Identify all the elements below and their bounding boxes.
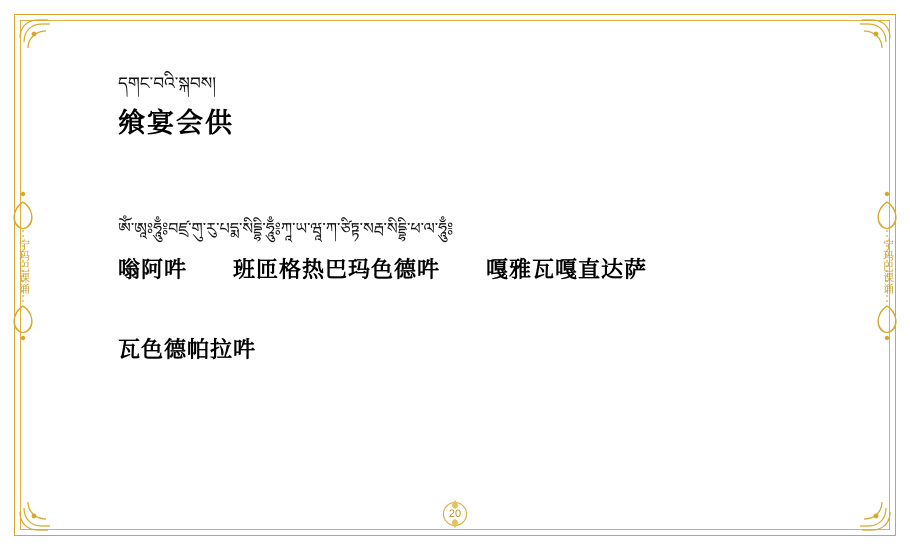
page-number: 20 (448, 508, 462, 520)
mantra-transliteration-line-2: 瓦色德帕拉吽 (118, 338, 257, 363)
corner-ornament-top-left (18, 18, 64, 64)
page-title: 飨宴会供 (118, 108, 234, 139)
page-number-medallion (438, 497, 472, 531)
side-label-left: 宁玛巴课诵 (17, 238, 30, 294)
side-ornament-right (870, 186, 904, 346)
mantra-transliteration-line-1: 嗡阿吽 班匝格热巴玛色德吽 嘎雅瓦嘎直达萨 (118, 258, 648, 283)
side-ornament-left (6, 186, 40, 346)
document-content (118, 70, 778, 368)
page-number-area (0, 496, 910, 532)
title-tibetan: དགང་བའི་སྐབས། (118, 74, 216, 94)
mantra-block (118, 214, 778, 368)
mantra-tibetan: ཨོཾ་ཨཱཿཧཱུྃ༔བཛྲ་གུ་རུ་པདྨ་སིདྡྷི་ཧཱུྃ༔ཀཱ་ཡ་ཝཱ་ཀ་ཙིཏྟ་སརྦ་སིདྡྷི་ཕ་ལ་ཧཱུྃ༔ (118, 219, 454, 238)
side-label-right: 宁玛巴课诵 (881, 238, 894, 294)
corner-ornament-top-right (846, 18, 892, 64)
